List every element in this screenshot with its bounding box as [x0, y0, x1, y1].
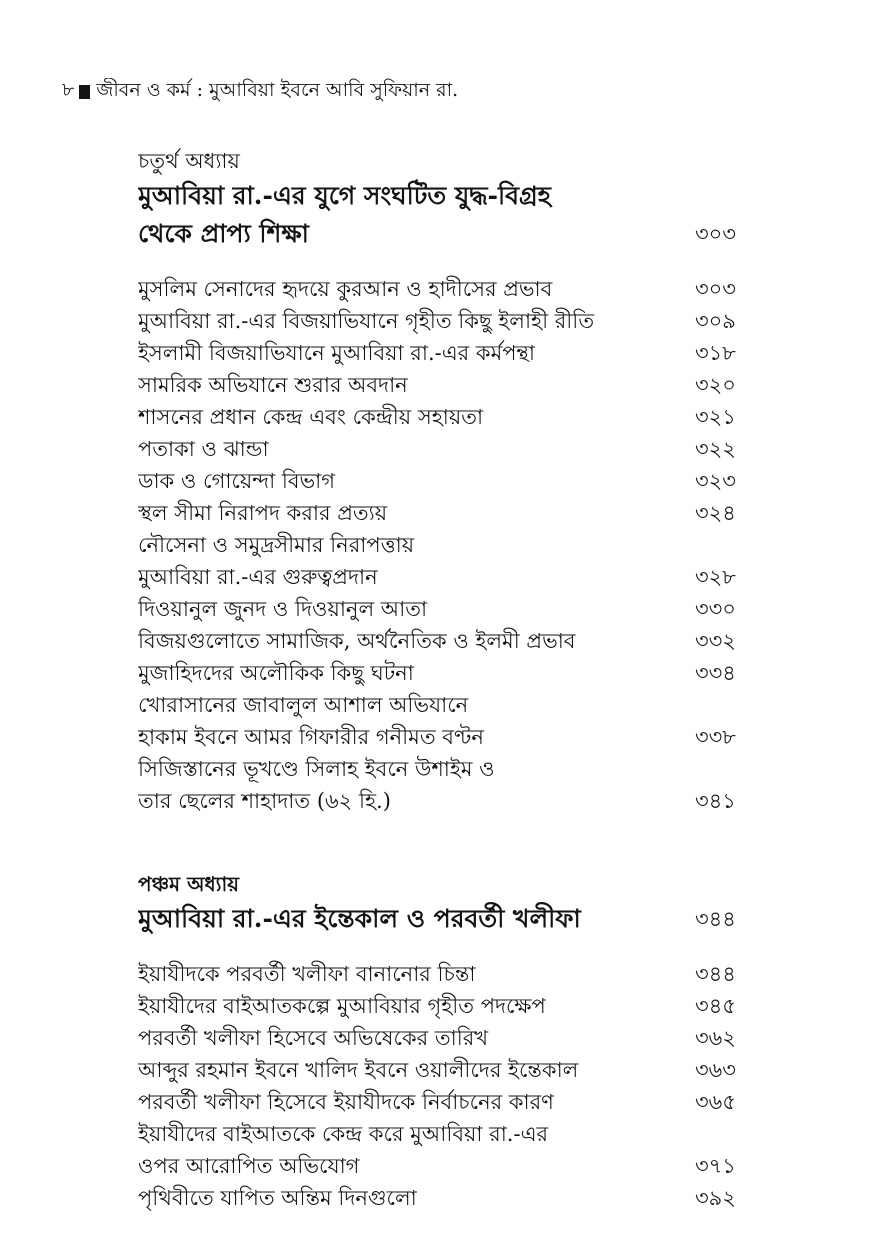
toc-entry-title: শাসনের প্রধান কেন্দ্র এবং কেন্দ্রীয় সহায়তা: [138, 404, 484, 429]
toc-entry-page: ৩০৩: [695, 276, 736, 301]
toc-entry: [138, 690, 760, 722]
toc-entry: [138, 1055, 760, 1087]
toc-entry-page: ৩৪৫: [695, 993, 736, 1018]
toc-entry: [138, 1119, 760, 1151]
toc-entry-title: ডাক ও গোয়েন্দা বিভাগ: [138, 468, 336, 493]
toc-entry-page: ৩৬৫: [695, 1089, 736, 1114]
toc-entry: [138, 959, 760, 991]
chapter-title-row: [138, 901, 760, 939]
toc-entry-title: ইয়াযীদের বাইআতকে কেন্দ্র করে মুআবিয়া রা.-এর: [138, 1121, 549, 1146]
toc-entry: [138, 658, 760, 690]
chapter-5-section: [138, 868, 760, 1215]
toc-entry: [138, 274, 760, 306]
toc-entry-title: মুসলিম সেনাদের হৃদয়ে কুরআন ও হাদীসের প্রভাব: [138, 276, 553, 301]
toc-entry: [138, 434, 760, 466]
toc-entry-title: ইয়াযীদের বাইআতকল্পে মুআবিয়ার গৃহীত পদক্ষেপ: [138, 993, 546, 1018]
toc-entry-page: ৩৪১: [695, 788, 736, 813]
toc-entry-title: স্থল সীমা নিরাপদ করার প্রত্যয়: [138, 500, 388, 525]
toc-entries: [138, 274, 760, 818]
toc-entry-continuation: [138, 1151, 760, 1183]
toc-entry: [138, 338, 760, 370]
toc-entry: [138, 1087, 760, 1119]
toc-entry-title: পতাকা ও ঝান্ডা: [138, 436, 269, 461]
black-square-icon: [79, 85, 90, 99]
toc-entry: [138, 1023, 760, 1055]
toc-entry-title: তার ছেলের শাহাদাত (৬২ হি.): [138, 788, 391, 813]
toc-entry-page: ৩২০: [695, 372, 736, 397]
running-head: [62, 78, 458, 106]
toc-entry-title: সামরিক অভিযানে শুরার অবদান: [138, 372, 408, 397]
toc-entry-page: ৩২৪: [695, 500, 736, 525]
toc-entry-title: খোরাসানের জাবালুল আশাল অভিযানে: [138, 692, 469, 717]
toc-entry: [138, 991, 760, 1023]
chapter-label: চতুর্থ অধ্যায়: [138, 149, 240, 173]
toc-entry-title: ইসলামী বিজয়াভিযানে মুআবিয়া রা.-এর কর্মপন্থা: [138, 340, 536, 365]
toc-entries: [138, 959, 760, 1215]
toc-entry-page: ৩৩৮: [695, 724, 736, 749]
toc-entry-page: ৩৪৪: [695, 961, 736, 986]
toc-entry-title: সিজিস্তানের ভূখণ্ডে সিলাহ ইবনে উশাইম ও: [138, 756, 495, 781]
toc-entry: [138, 402, 760, 434]
toc-entry-title: মুআবিয়া রা.-এর গুরুত্বপ্রদান: [138, 564, 378, 589]
toc-entry-title: মুজাহিদদের অলৌকিক কিছু ঘটনা: [138, 660, 414, 685]
toc-entry-continuation: [138, 722, 760, 754]
toc-entry-page: ৩৭১: [695, 1153, 736, 1178]
toc-entry: [138, 1183, 760, 1215]
toc-entry: [138, 626, 760, 658]
toc-entry-title: ওপর আরোপিত অভিযোগ: [138, 1153, 360, 1178]
toc-entry-page: ৩৩২: [695, 628, 736, 653]
toc-entry: [138, 594, 760, 626]
toc-entry-title: আব্দুর রহমান ইবনে খালিদ ইবনে ওয়ালীদের ইন্তেকাল: [138, 1057, 579, 1082]
toc-entry-page: ৩৬৩: [695, 1057, 736, 1082]
toc-entry-title: দিওয়ানুল জুনদ ও দিওয়ানুল আতা: [138, 596, 428, 621]
toc-entry-page: ৩৬২: [695, 1025, 736, 1050]
chapter-title-row: [138, 216, 760, 254]
toc-entry-page: ৩৩৪: [695, 660, 736, 685]
toc-entry-title: পৃথিবীতে যাপিত অন্তিম দিনগুলো: [138, 1185, 417, 1210]
toc-entry-title: নৌসেনা ও সমুদ্রসীমার নিরাপত্তায়: [138, 532, 415, 557]
toc-entry: [138, 306, 760, 338]
chapter-title-line: মুআবিয়া রা.-এর যুগে সংঘটিত যুদ্ধ-বিগ্রহ: [138, 180, 551, 210]
running-head-title: জীবন ও কর্ম : মুআবিয়া ইবনে আবি সুফিয়ান রা.: [96, 79, 459, 101]
toc-entry-page: ৩২১: [695, 404, 736, 429]
toc-entry-title: হাকাম ইবনে আমর গিফারীর গনীমত বণ্টন: [138, 724, 484, 749]
toc-entry-page: ৩২৩: [695, 468, 736, 493]
chapter-page-number: ৩০৩: [695, 221, 736, 246]
toc-entry-title: পরবর্তী খলীফা হিসেবে অভিষেকের তারিখ: [138, 1025, 489, 1050]
toc-entry-page: ৩৯২: [695, 1185, 736, 1210]
folio-number: ৮: [62, 79, 75, 101]
toc-entry: [138, 530, 760, 562]
toc-entry-title: মুআবিয়া রা.-এর বিজয়াভিযানে গৃহীত কিছু ইলাহী রীতি: [138, 308, 595, 333]
toc-entry-page: ৩১৮: [695, 340, 736, 365]
toc-entry-page: ৩২৮: [695, 564, 736, 589]
toc-entry-title: বিজয়গুলোতে সামাজিক, অর্থনৈতিক ও ইলমী প্রভাব: [138, 628, 576, 653]
chapter-page-number: ৩৪৪: [695, 906, 736, 931]
toc-entry: [138, 754, 760, 786]
toc-entry-continuation: [138, 786, 760, 818]
toc-entry-title: পরবর্তী খলীফা হিসেবে ইয়াযীদকে নির্বাচনের কারণ: [138, 1089, 554, 1114]
toc-entry-page: ৩০৯: [695, 308, 736, 333]
toc-entry-continuation: [138, 562, 760, 594]
toc-entry: [138, 466, 760, 498]
chapter-label: পঞ্চম অধ্যায়: [138, 872, 240, 896]
toc-entry-page: ৩৩০: [695, 596, 736, 621]
chapter-4-section: [138, 145, 760, 818]
chapter-title-line: মুআবিয়া রা.-এর ইন্তেকাল ও পরবর্তী খলীফা: [138, 903, 581, 933]
toc-entry: [138, 370, 760, 402]
chapter-title-line: থেকে প্রাপ্য শিক্ষা: [138, 218, 309, 248]
toc-entry: [138, 498, 760, 530]
toc-entry-page: ৩২২: [695, 436, 736, 461]
chapter-title-row: [138, 178, 760, 216]
toc-entry-title: ইয়াযীদকে পরবর্তী খলীফা বানানোর চিন্তা: [138, 961, 476, 986]
